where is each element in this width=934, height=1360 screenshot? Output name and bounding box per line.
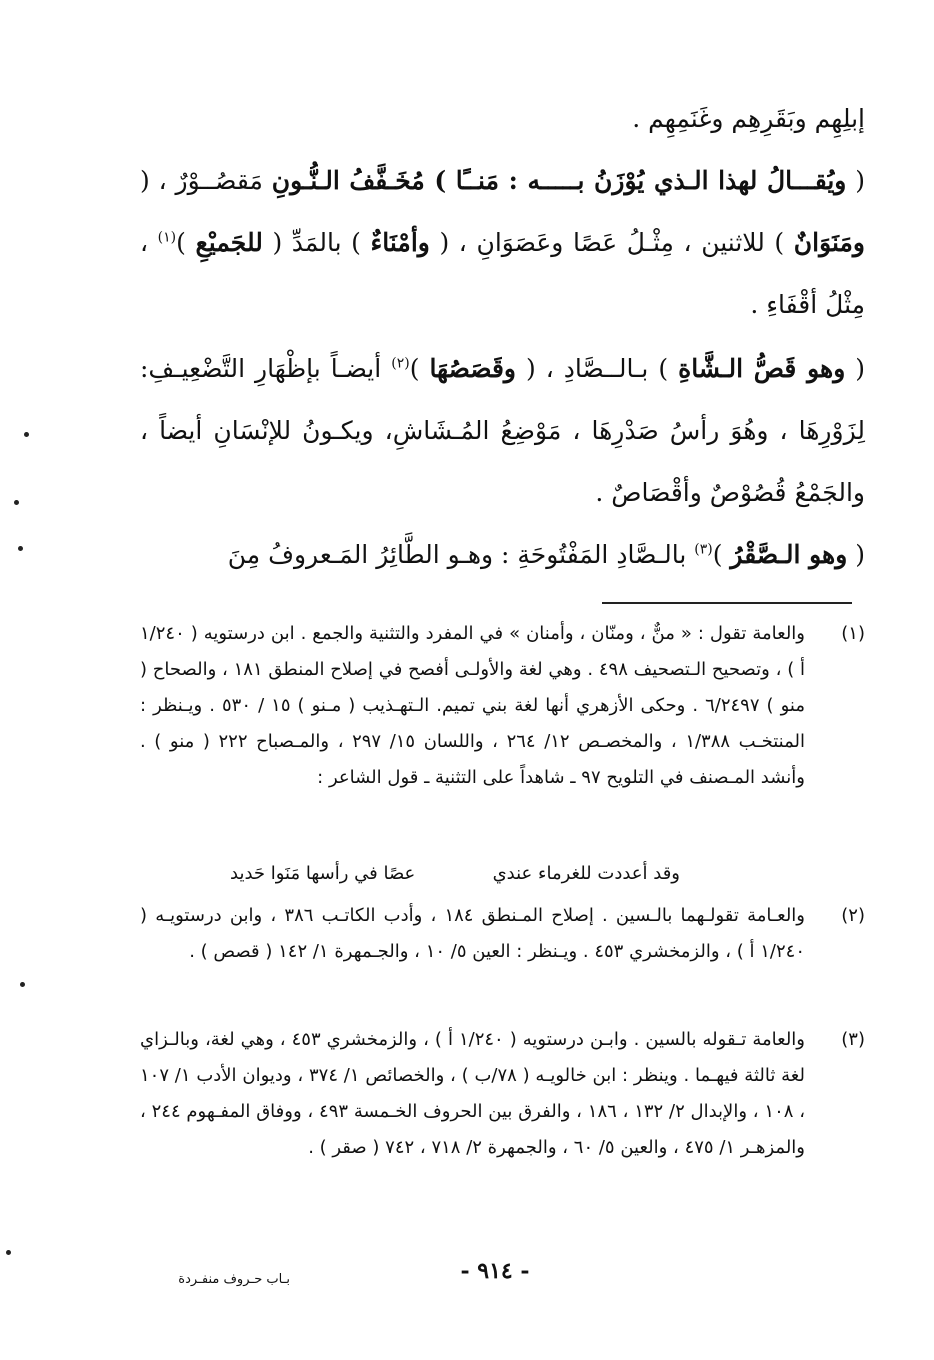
footnote-3: [140, 1022, 865, 1166]
main-paragraph-3: [140, 338, 865, 524]
footnote-reference-3[interactable]: (٣): [694, 541, 713, 558]
headword: وأمْنَاءٌ: [370, 228, 430, 257]
footnote-separator: [602, 602, 852, 604]
paragraph-text: ) بـالــصَّادِ ، (: [515, 354, 679, 383]
scan-speck: [14, 500, 19, 505]
paragraph-text: ، مِثْلُ أقْفَاءِ .: [140, 228, 865, 319]
poetry-verse: [230, 856, 680, 892]
footnote-reference-2[interactable]: (٢): [391, 355, 410, 372]
verse-hemistich-2: عصًا في رأسها مَنَوا حَديد: [230, 863, 416, 884]
headword: للجَميْعِ: [195, 228, 263, 257]
footnote-2: [140, 898, 865, 970]
footnote-reference-1[interactable]: (١): [157, 229, 177, 246]
paren: (: [846, 166, 865, 195]
paragraph-text: أيضـاً بإظْهَارِ التَّضْعِيـفِ: لِزَوْرِهَا ، وهُوَ رأسُ صَدْرِهَا ، مَوْضِعُ المُـشَاشِ، ويكـونُ للإنْسَانِ أيضاً ، والجَمْعُ قُصُوْصٌ وأقْصَاصٌ .: [140, 354, 865, 507]
headword: ومَنَوَانٌ: [793, 228, 866, 257]
paren: (: [845, 354, 866, 383]
footnote-number: (٣): [841, 1029, 865, 1050]
paragraph-text: مَقصُــوْرٌ ، (: [140, 166, 272, 195]
paragraph-text: ): [712, 540, 731, 569]
scan-speck: [6, 1250, 11, 1255]
headword: وقَصَصُهَا: [429, 354, 516, 383]
footnote-number: (٢): [841, 905, 865, 926]
headword: ويُقـــالُ لهذا الـذي يُوْزَنُ بـــــه : مَنــًا ) مُخَـفَّفُ الـنُّـونِ: [271, 166, 847, 195]
scan-speck: [24, 432, 29, 437]
headword: وهو الـصَّقْرُ: [730, 540, 848, 569]
headword: وهو قَصُّ الـشَّاةِ: [678, 354, 846, 383]
paren: (: [847, 540, 865, 569]
footnote-text: والعامة تقول : « منٌّ ، ومنّان ، وأمنان » في المفرد والتثنية والجمع . ابن درستويه ( ١/٢٤٠ أ ) ، وتصحيح الـتصحيف ٤٩٨ . وهي لغة والأولـى أفصح في إصلاح المنطق ١٨١ ، والصحاح ( منو ) ٦/٢٤٩٧ . وحكى الأزهري أنها لغة بني تميم. الـتهـذيب ( مـنو ) ١٥ / ٥٣٠ . ويـنظر : المنتخـب ١/٣٨٨ ، والمخصـص ١٢/ ٢٦٤ ، واللسان ١٥/ ٢٩٧ ، والمـصباح ٢٢٢ ( منو ) . وأنشد المـصنف في التلويح ٩٧ ـ شاهداً على التثنية ـ قول الشاعر :: [140, 623, 805, 788]
paragraph-text: بالـصَّادِ المَفْتُوحَةِ : وهـو الطَّائِرُ المَـعروفُ مِنَ: [227, 540, 695, 569]
footnote-1: [140, 616, 865, 796]
paragraph-text: إبلِهِم وبَقَرِهِم وغَنَمِهِم .: [632, 104, 865, 133]
page-number: - ٩١٤ -: [460, 1258, 530, 1284]
paragraph-text: ) بالمَدِّ (: [262, 228, 371, 257]
footnote-text: والعـامة تقولـهما بالـسين . إصلاح المـنطق ١٨٤ ، وأدب الكاتـب ٣٨٦ ، وابن درستويـه ( ١/٢٤٠ أ ) ، والزمخشري ٤٥٣ . ويـنظر : العين ٥/ ١٠ ، والجـمهرة ١/ ١٤٢ ( قصص ) .: [140, 905, 806, 962]
main-paragraph-2: [140, 150, 865, 336]
footnote-text: والعامة تـقوله بالسين . وابـن درستويه ( ١/٢٤٠ أ ) ، والزمخشري ٤٥٣ ، وهي لغة، وبالـزاي لغة ثالثة فيهـما . وينظر : ابن خالويـه ( ٧٨/ب ) ، والخصائص ١/ ٣٧٤ ، وديوان الأدب ١/ ١٠٧ ، ١٠٨ ، والإبدال ٢/ ١٣٢ ، ١٨٦ ، والفرق بين الحروف الخـمسة ٤٩٣ ، ووفاق المفـهوم ٢٤٤ ، والمزهـر ١/ ٤٧٥ ، والعين ٥/ ٦٠ ، والجمهرة ٢/ ٧١٨ ، ٧٤٢ ( صقر ) .: [140, 1029, 806, 1158]
scan-speck: [20, 982, 25, 987]
paragraph-text: ) للاثنين ، مِثْـلُ عَصًا وعَصَوَانِ ، (: [429, 228, 794, 257]
main-paragraph-4: [140, 524, 865, 586]
paragraph-text: ): [409, 354, 430, 383]
paragraph-text: ): [176, 228, 196, 257]
scan-speck: [18, 546, 23, 551]
running-footer: بـاب حـروف منفـردة: [178, 1272, 290, 1287]
verse-hemistich-1: وقد أعددت للغرماء عندي: [492, 863, 680, 884]
footnote-number: (١): [841, 623, 865, 644]
main-paragraph-1: [140, 88, 865, 150]
